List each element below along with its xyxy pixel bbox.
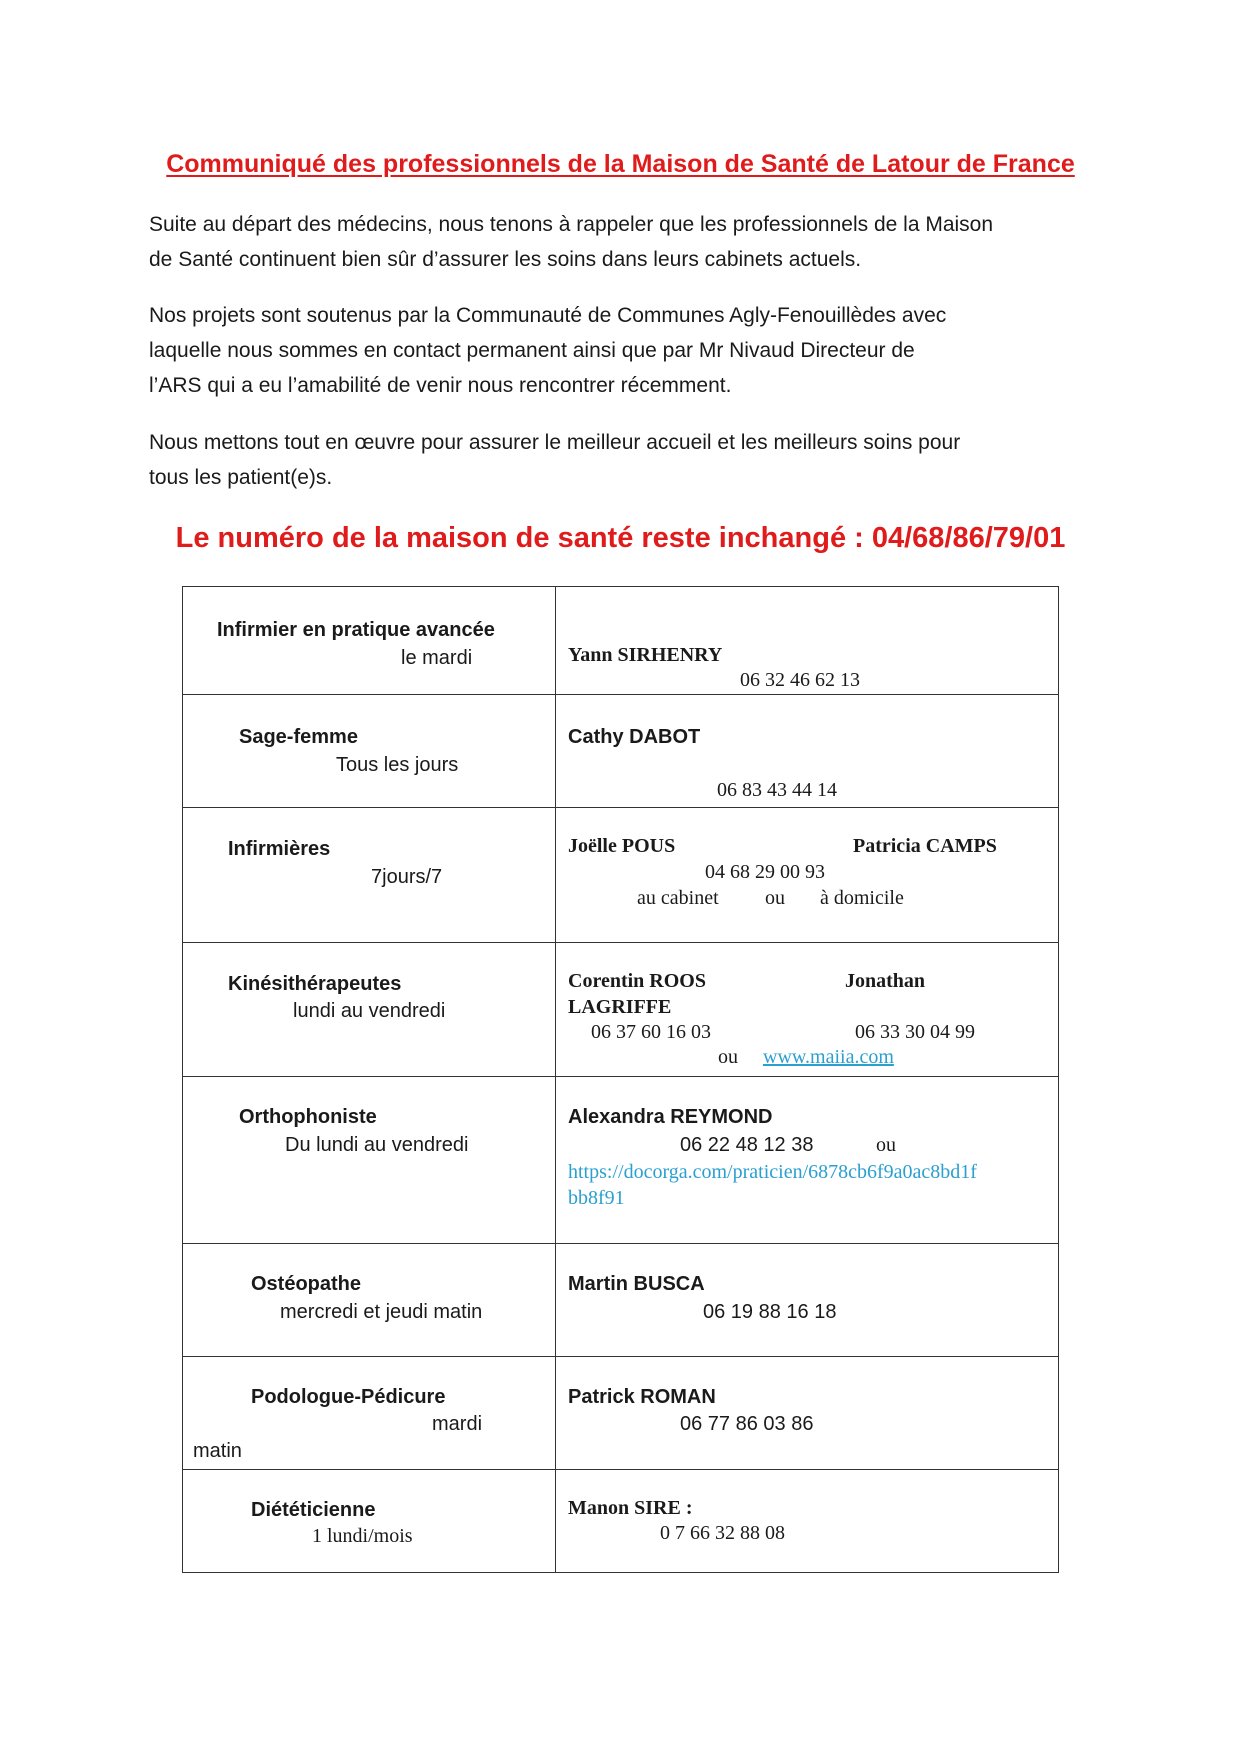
column-divider — [555, 587, 556, 1572]
phone-number: 06 22 48 12 38 — [680, 1134, 814, 1156]
row-divider — [183, 1356, 1058, 1357]
paragraph-line: Suite au départ des médecins, nous tenons à rappeler que les professionnels de la Maison — [149, 213, 994, 236]
row-divider — [183, 1469, 1058, 1470]
role-label: Diététicienne — [251, 1499, 376, 1521]
booking-link[interactable]: www.maiia.com — [763, 1046, 894, 1068]
row-divider — [183, 942, 1058, 943]
paragraph-line: Nous mettons tout en œuvre pour assurer le meilleur accueil et les meilleurs soins pour — [149, 431, 961, 454]
paragraph-commitment — [149, 425, 1089, 495]
practitioner-name: Joëlle POUS — [568, 835, 676, 857]
schedule-label: Du lundi au vendredi — [285, 1134, 469, 1156]
phone-number: 06 33 30 04 99 — [855, 1021, 975, 1043]
professionals-table — [182, 586, 1059, 1573]
practitioner-name: Patrick ROMAN — [568, 1386, 716, 1408]
paragraph-line: tous les patient(e)s. — [149, 466, 333, 489]
role-label: Orthophoniste — [239, 1106, 377, 1128]
practitioner-name: Alexandra REYMOND — [568, 1106, 773, 1128]
schedule-label: matin — [193, 1440, 242, 1462]
phone-number: 06 37 60 16 03 — [591, 1021, 711, 1043]
role-label: Ostéopathe — [251, 1273, 362, 1295]
schedule-label: mercredi et jeudi matin — [280, 1301, 483, 1323]
location-or: ou — [765, 887, 785, 909]
phone-heading: Le numéro de la maison de santé reste inchangé : 04/68/86/79/01 — [175, 522, 1066, 554]
practitioner-name: Jonathan — [845, 970, 926, 992]
role-label: Sage-femme — [239, 726, 358, 748]
row-divider — [183, 1243, 1058, 1244]
practitioner-name: Martin BUSCA — [568, 1273, 705, 1295]
phone-number: 06 32 46 62 13 — [740, 669, 860, 691]
or-label: ou — [718, 1046, 738, 1068]
row-divider — [183, 694, 1058, 695]
schedule-label: mardi — [432, 1413, 483, 1435]
phone-number: 0 7 66 32 88 08 — [660, 1522, 785, 1544]
role-label: Kinésithérapeutes — [228, 973, 402, 995]
paragraph-line: laquelle nous sommes en contact permanent ainsi que par Mr Nivaud Directeur de — [149, 339, 915, 362]
booking-link[interactable]: https://docorga.com/praticien/6878cb6f9a0ac8bd1f — [568, 1161, 977, 1183]
booking-link[interactable]: bb8f91 — [568, 1187, 625, 1209]
or-label: ou — [876, 1134, 896, 1156]
row-divider — [183, 807, 1058, 808]
practitioner-name: LAGRIFFE — [568, 996, 672, 1018]
phone-number: 06 19 88 16 18 — [703, 1301, 837, 1323]
phone-number: 04 68 29 00 93 — [705, 861, 825, 883]
document-title: Communiqué des professionnels de la Maison de Santé de Latour de France — [166, 150, 1075, 178]
role-label: Podologue-Pédicure — [251, 1386, 446, 1408]
practitioner-name: Corentin ROOS — [568, 970, 706, 992]
schedule-label: 7jours/7 — [371, 866, 443, 888]
practitioner-name: Cathy DABOT — [568, 726, 701, 748]
phone-number: 06 83 43 44 14 — [717, 779, 837, 801]
schedule-label: lundi au vendredi — [293, 1000, 446, 1022]
schedule-label: le mardi — [401, 647, 473, 669]
practitioner-name: Manon SIRE : — [568, 1497, 693, 1519]
paragraph-support — [149, 298, 1089, 403]
phone-number: 06 77 86 03 86 — [680, 1413, 814, 1435]
paragraph-line: l’ARS qui a eu l’amabilité de venir nous rencontrer récemment. — [149, 374, 732, 397]
role-label: Infirmières — [228, 838, 331, 860]
location-home: à domicile — [820, 887, 904, 909]
schedule-label: Tous les jours — [336, 754, 459, 776]
paragraph-line: Nos projets sont soutenus par la Communauté de Communes Agly-Fenouillèdes avec — [149, 304, 947, 327]
schedule-label: 1 lundi/mois — [312, 1525, 413, 1547]
row-divider — [183, 1076, 1058, 1077]
practitioner-name: Yann SIRHENRY — [568, 644, 723, 666]
role-label: Infirmier en pratique avancée — [217, 619, 495, 641]
paragraph-intro — [149, 207, 1089, 277]
paragraph-line: de Santé continuent bien sûr d’assurer les soins dans leurs cabinets actuels. — [149, 248, 862, 271]
location-cabinet: au cabinet — [637, 887, 719, 909]
practitioner-name: Patricia CAMPS — [853, 835, 997, 857]
